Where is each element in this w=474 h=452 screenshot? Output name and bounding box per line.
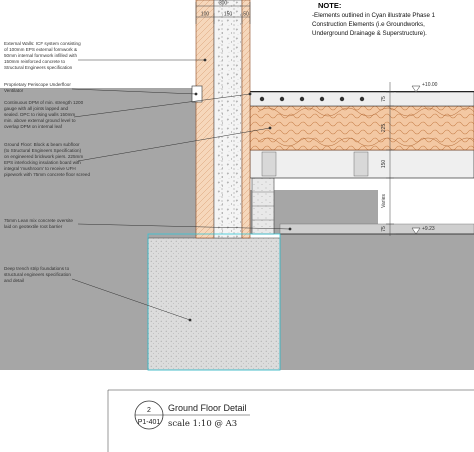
- phase-note: [312, 1, 436, 37]
- strip-foundation: [148, 238, 280, 370]
- note-line: -Elements outlined in Cyan illustrate Phase 1: [312, 12, 436, 19]
- dim-void: Varies: [381, 194, 387, 208]
- note-line: Construction Elements (i.e Groundworks,: [312, 21, 425, 28]
- note-line: Underground Drainage & Superstructure).: [312, 30, 427, 37]
- note-title: NOTE:: [318, 1, 342, 10]
- dim-internal-eps: 50: [243, 11, 249, 18]
- annotation-line: Structural Engineers specification: [4, 65, 73, 70]
- sheet-reference: P1-401: [137, 419, 161, 426]
- dim-concrete-core: 150: [223, 11, 233, 18]
- dim-oversite: 75: [381, 226, 387, 232]
- annotation-line: (to Structural Engineers Specification): [4, 148, 82, 153]
- dim-screed: 75: [381, 96, 387, 102]
- annotation-line: Continuous DPM of min. strength 1200: [4, 100, 84, 105]
- internal-ground: [280, 232, 474, 370]
- title-block: [108, 390, 474, 452]
- annotation-line: structural engineers specification: [4, 272, 71, 277]
- annotation-line: External Walls: ICF system consisting: [4, 41, 81, 46]
- dim-external-eps: 100: [200, 11, 210, 18]
- dim-insulation: 225: [381, 123, 387, 133]
- annotation-line: integral 'mushroom' to receive UFH: [4, 166, 76, 171]
- annotation-line: sealed. DPC to rising walls 150mm: [4, 112, 76, 117]
- annotation-line: gauge with all joints lapped and: [4, 106, 69, 111]
- icf-external-eps: [196, 0, 214, 238]
- annotation-line: EPS interlocking insulation board with: [4, 160, 81, 165]
- oversite-concrete: [280, 224, 474, 234]
- dim-beam: 150: [381, 159, 387, 169]
- annotation-ground-floor: [4, 142, 90, 177]
- annotation-line: pipework with 75mm concrete floor screed: [4, 172, 91, 177]
- level-upper: +10.00: [422, 82, 438, 88]
- annotation-line: Proprietary Periscope Underfloor: [4, 82, 71, 87]
- annotation-line: Deep trench strip foundations to: [4, 266, 70, 271]
- drawing-scale: scale 1:10 @ A3: [168, 419, 238, 429]
- icf-internal-eps: [242, 0, 250, 238]
- annotation-line: on engineered brickwork piers. 225mm: [4, 154, 84, 159]
- annotation-line: and detail: [4, 278, 24, 283]
- drawing-title: Ground Floor Detail: [168, 403, 247, 413]
- detail-number: 2: [147, 407, 151, 414]
- annotation-line: 150mm reinforced concrete to: [4, 59, 66, 64]
- annotation-line: laid on geotextile root barrier: [4, 224, 63, 229]
- annotation-line: Ground Floor: Block & beam subfloor: [4, 142, 80, 147]
- annotation-line: min. above external ground level to: [4, 118, 76, 123]
- annotation-external-walls: [4, 41, 81, 70]
- dim-overall: 300: [218, 0, 228, 7]
- level-lower: +9.23: [422, 226, 435, 232]
- annotation-line: 50mm internal formwork infilled with: [4, 53, 78, 58]
- annotation-line: overlap DPM on internal leaf: [4, 124, 62, 129]
- icf-concrete-core: [214, 0, 242, 238]
- annotation-line: 75mm Lean mix concrete oversite: [4, 218, 73, 223]
- annotation-line: of 100mm EPS external formwork &: [4, 47, 78, 52]
- annotation-line: Ventilator: [4, 88, 24, 93]
